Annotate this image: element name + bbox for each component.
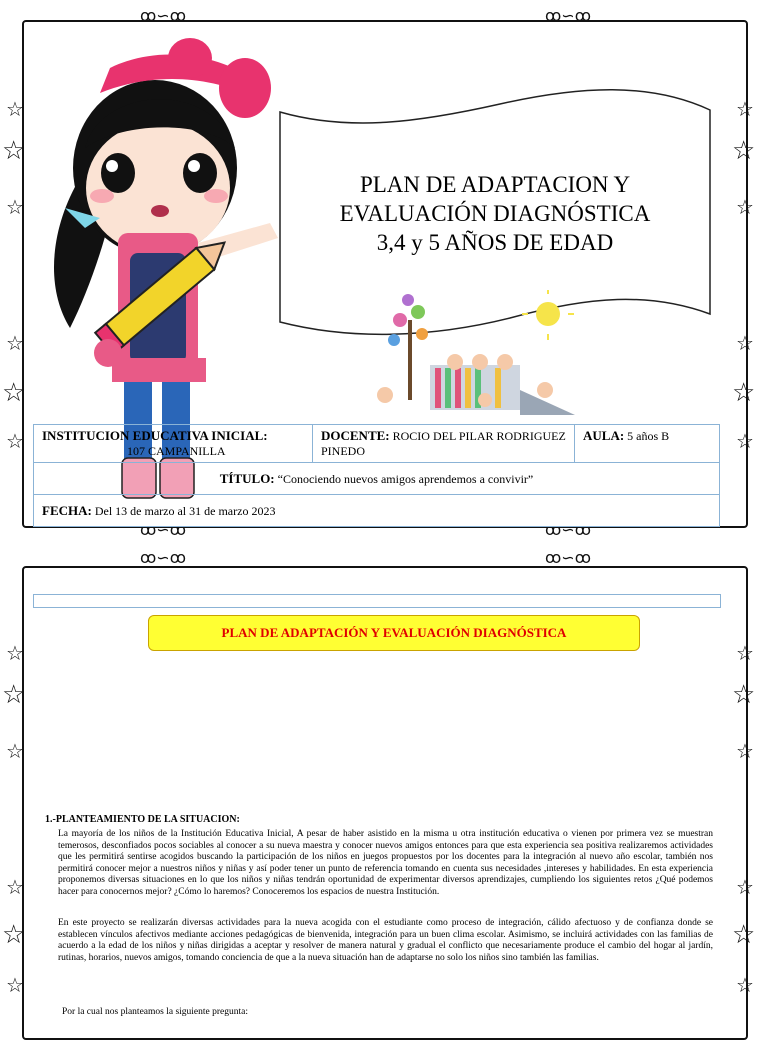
room-label: AULA: <box>583 428 625 443</box>
section1-paragraph2: En este proyecto se realizarán diversas actividades para la nueva acogida con el estudiante como proceso de integración, cálido afectuoso y de confianza donde se establecen vínculos afectivos mediante acciones pedagógicas de bienvenida, integración para un buen clima escolar. Asimismo, se incluirá actividades con las familias de acuerdo a la edad de los niños y niñas dirigidas a aceptar y resolver de manera natural y gradual el conflicto que necesariamente produce el cambio del hogar al jardín, rutinas, horarios, nuevos amigos, tomando conciencia de que a la nueva situación han de adaptarse no solo los niños sino también las familias. <box>58 918 713 963</box>
star-outline-icon: ☆ <box>736 331 754 355</box>
empty-table-bar <box>33 594 721 608</box>
scroll-ornament-icon: ꝏ∽ꝏ <box>545 520 591 539</box>
title-cell <box>34 463 720 495</box>
star-outline-icon: ☆ <box>6 195 24 219</box>
room-cell <box>575 425 720 463</box>
star-outline-icon: ☆ <box>736 739 754 763</box>
star-outline-icon: ☆ <box>732 378 756 408</box>
star-outline-icon: ☆ <box>6 641 24 665</box>
title-value: “Conociendo nuevos amigos aprendemos a convivir” <box>277 472 534 486</box>
star-outline-icon: ☆ <box>732 680 756 710</box>
star-outline-icon: ☆ <box>732 920 756 950</box>
star-outline-icon: ☆ <box>6 739 24 763</box>
star-outline-icon: ☆ <box>736 973 754 997</box>
scroll-ornament-icon: ꝏ∽ꝏ <box>140 6 186 25</box>
banner-title-line2: EVALUACIÓN DIAGNÓSTICA <box>339 201 651 226</box>
star-outline-icon: ☆ <box>2 920 26 950</box>
room-value: 5 años B <box>627 429 670 443</box>
section1-title: 1.-PLANTEAMIENTO DE LA SITUACION: <box>45 814 240 825</box>
banner-title-line1: PLAN DE ADAPTACION Y <box>359 172 631 197</box>
scroll-ornament-icon: ꝏ∽ꝏ <box>545 6 591 25</box>
date-value: Del 13 de marzo al 31 de marzo 2023 <box>94 504 276 518</box>
date-cell <box>34 495 720 527</box>
scroll-ornament-icon: ꝏ∽ꝏ <box>140 520 186 539</box>
section1-question-intro: Por la cual nos planteamos la siguiente pregunta: <box>62 1007 248 1017</box>
star-outline-icon: ☆ <box>6 875 24 899</box>
section1-paragraph1: La mayoría de los niños de la Institución Educativa Inicial, A pesar de haber asistido en la misma u otra institución educativa o vienen por primera vez se muestran temerosos, desconfiados pocos sociables al conocer a su nueva maestra y conocer nuevos amigos entonces para que esta experiencia sea positiva realizaremos actividades que les permitirá sentirse acogidos buscando la participación de los niños en juegos propuestos por los docentes para la integración al nuevo año escolar, también nos permitirá conocer mejor a nuestros niños y niñas y así poder tener un punto de referencia tomando en cuenta sus necesidades ,intereses y habilidades. En esta experiencia proponemos diversas situaciones en lo que los niños y niñas tendrán oportunidad de experimentar diversos aprendizajes, cumpliendo los siguientes retos ¿Qué podemos hacer para conocernos mejor? ¿Cómo lo haremos? Conoceremos los espacios de nuestra Institución. <box>58 829 713 897</box>
institution-cell <box>34 425 313 463</box>
star-outline-icon: ☆ <box>736 429 754 453</box>
star-outline-icon: ☆ <box>736 97 754 121</box>
star-outline-icon: ☆ <box>6 429 24 453</box>
date-label: FECHA: <box>42 503 92 518</box>
star-outline-icon: ☆ <box>6 973 24 997</box>
playground-illustration <box>360 290 590 420</box>
star-outline-icon: ☆ <box>2 378 26 408</box>
star-outline-icon: ☆ <box>2 680 26 710</box>
star-outline-icon: ☆ <box>6 97 24 121</box>
institution-label: INSTITUCION EDUCATIVA INICIAL: <box>42 428 268 443</box>
institution-value: 107 CAMPANILLA <box>127 444 226 458</box>
star-outline-icon: ☆ <box>732 136 756 166</box>
teacher-cell <box>313 425 575 463</box>
star-outline-icon: ☆ <box>736 875 754 899</box>
scroll-ornament-icon: ꝏ∽ꝏ <box>140 548 186 567</box>
plan-heading-box: PLAN DE ADAPTACIÓN Y EVALUACIÓN DIAGNÓSTICA <box>148 615 640 651</box>
star-outline-icon: ☆ <box>6 331 24 355</box>
star-outline-icon: ☆ <box>2 136 26 166</box>
star-outline-icon: ☆ <box>736 195 754 219</box>
scroll-ornament-icon: ꝏ∽ꝏ <box>545 548 591 567</box>
info-table <box>33 424 720 527</box>
star-outline-icon: ☆ <box>736 641 754 665</box>
banner-title-line3: 3,4 y 5 AÑOS DE EDAD <box>376 230 614 255</box>
teacher-value: ROCIO DEL PILAR RODRIGUEZ PINEDO <box>321 429 566 458</box>
title-label: TÍTULO: <box>219 471 275 486</box>
banner-title <box>300 170 690 257</box>
teacher-label: DOCENTE: <box>321 428 390 443</box>
